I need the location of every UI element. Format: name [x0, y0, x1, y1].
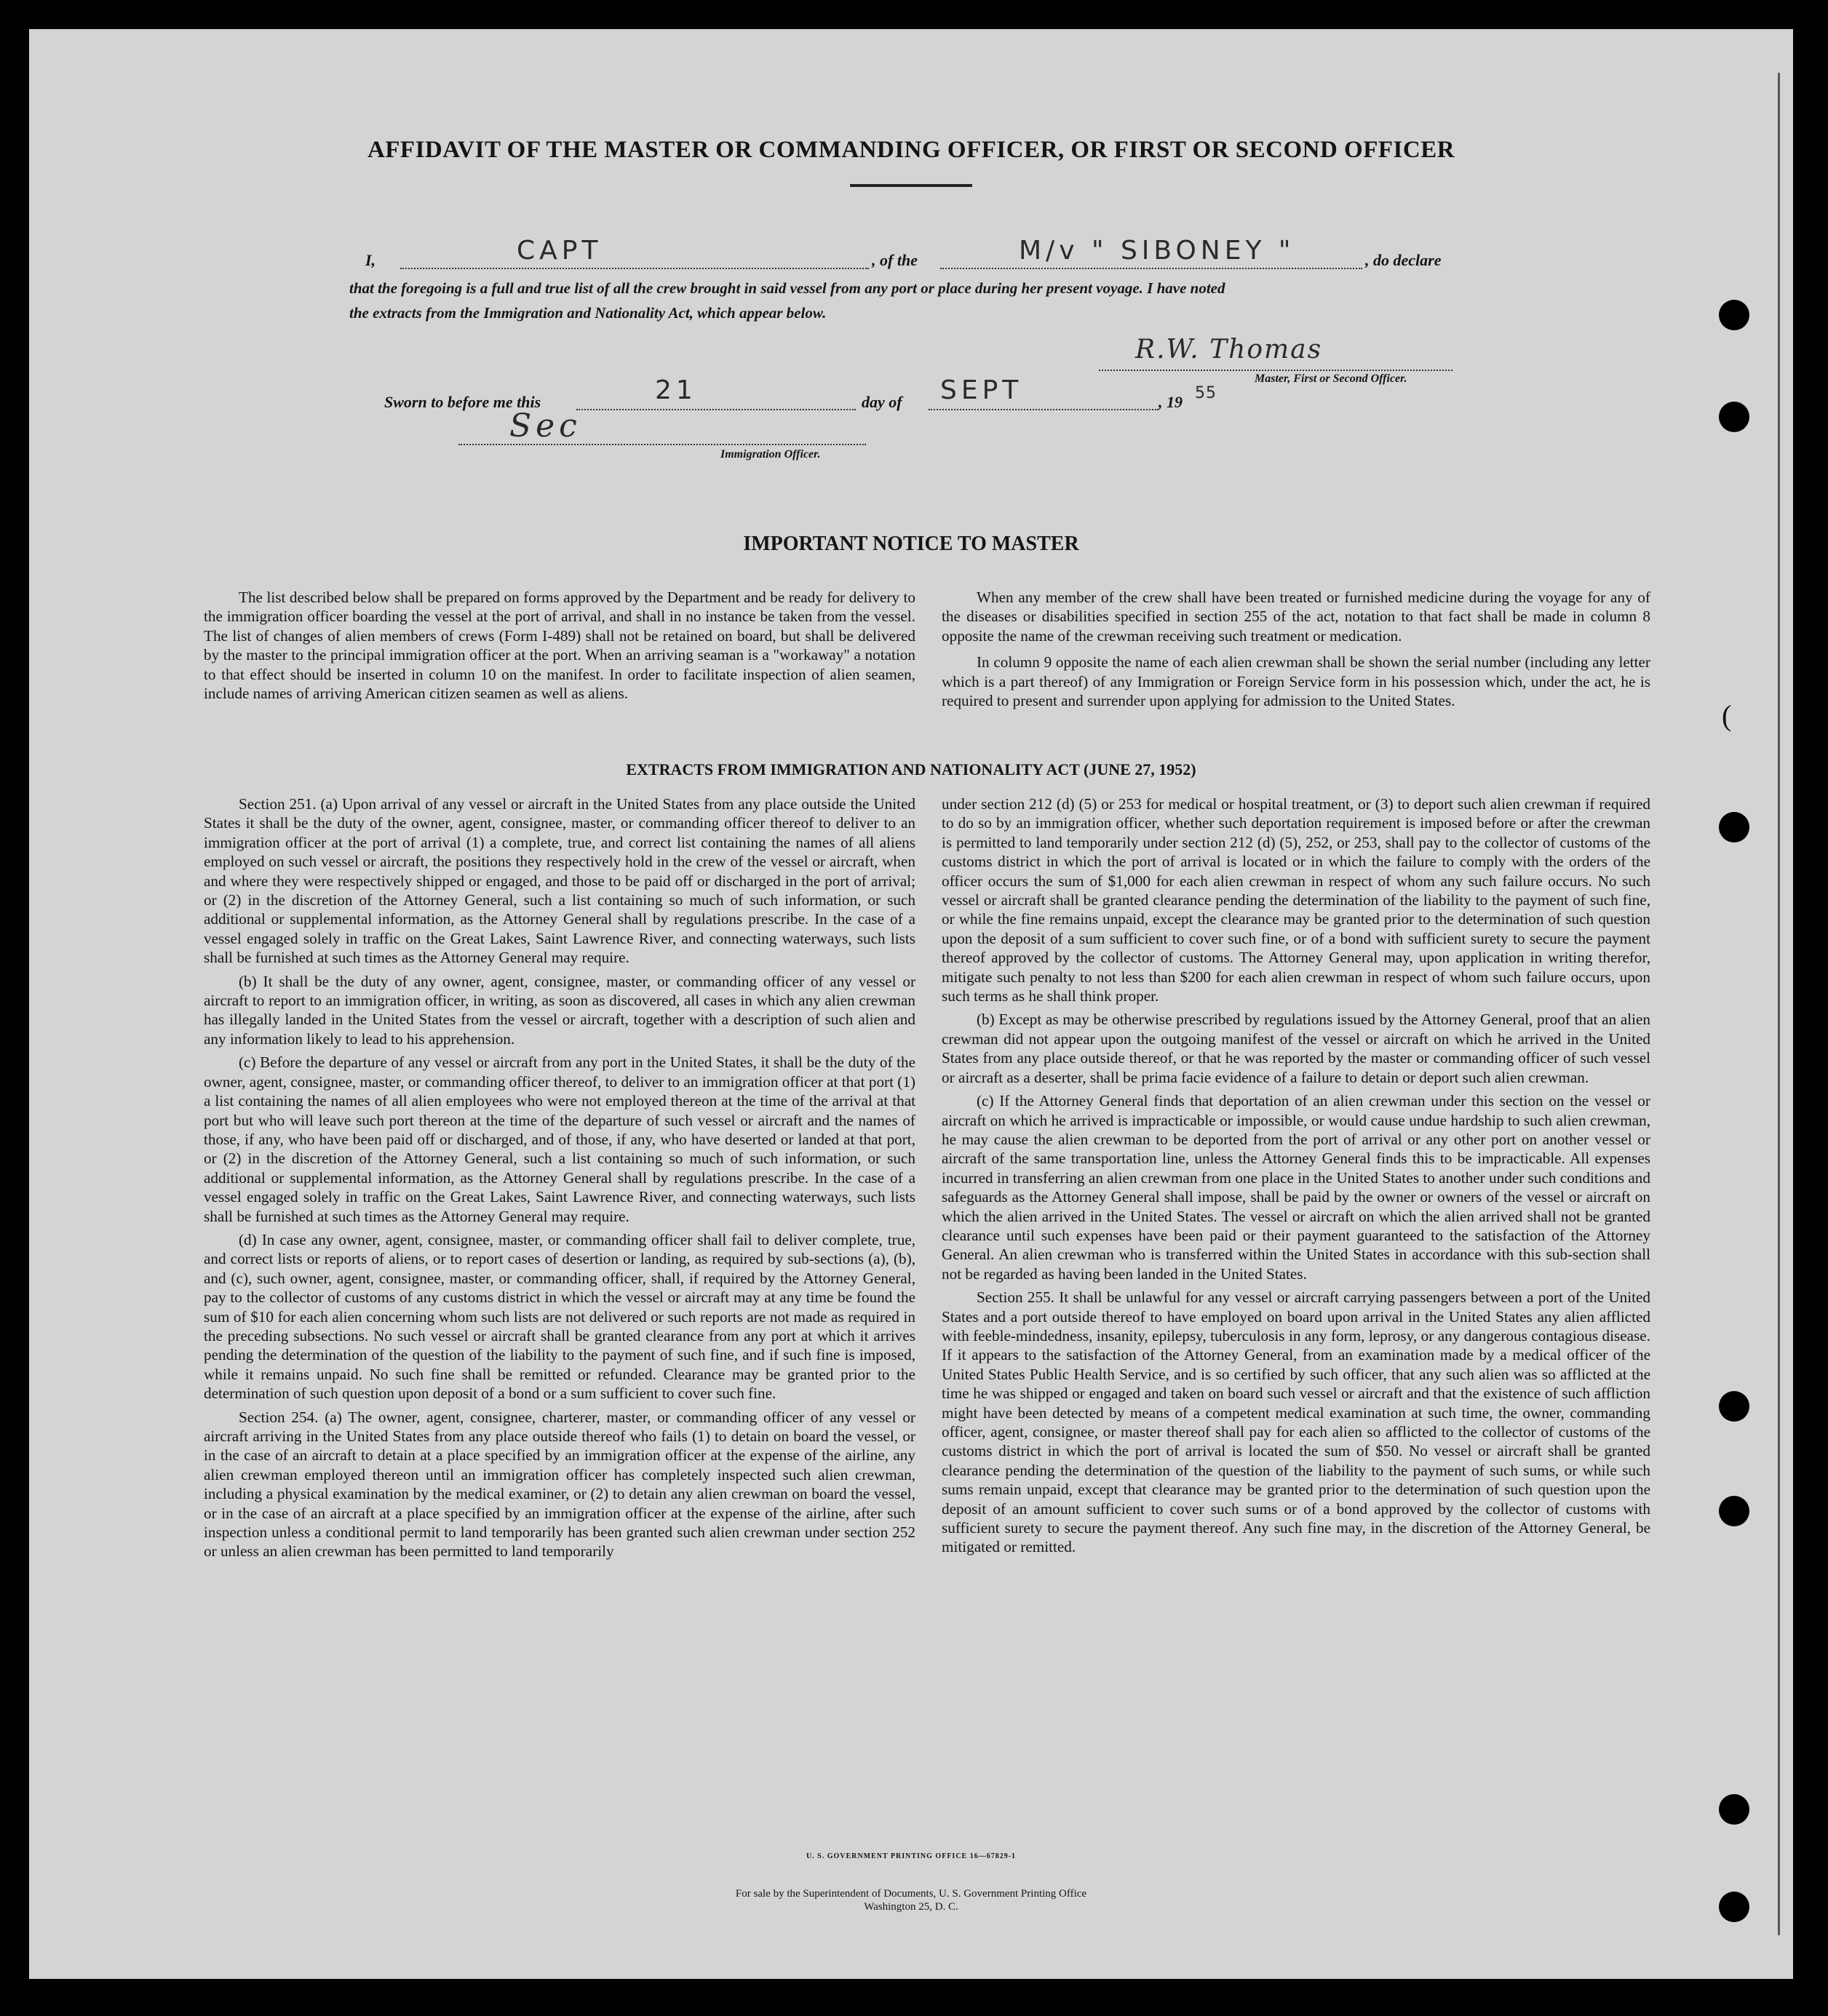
footer-line-2: Washington 25, D. C. [864, 1901, 958, 1913]
extracts-left-column [204, 794, 915, 1566]
section-254-c: (c) If the Attorney General finds that deportation of an alien crewman under this section on the vessel or aircraft on which he arrived is impracticable or impossible, or would cause undue hardship to such alien crewman, he may cause the alien crewman to be deported from the port of arrival or any other port on another vessel or aircraft of the same transportation line, unless the Attorney General finds this to be impracticable. All expenses incurred in transferring an alien crewman from one place in the United States to another under such conditions and safeguards as the Attorney General shall impose, shall be paid by the owner or owners of the vessel or aircraft on which the alien arrived in the United States. The vessel or aircraft on which the alien arrived shall not be granted clearance until such expenses have been paid or their payment guaranteed to the satisfaction of the Attorney General. An alien crewman who is transferred within the United States in accordance with this sub-section shall not be regarded as having been landed in the United States. [942, 1092, 1650, 1283]
month-field[interactable]: SEPT [940, 375, 1023, 405]
notice-right-paragraph-1: When any member of the crew shall have been treated or furnished medicine during the voyage for any of the diseases or disabilities specified in section 255 of the act, notation to that fact shall be made in column 8 opposite the name of the crewman receiving such treatment or medication. [942, 589, 1650, 645]
notice-title: IMPORTANT NOTICE TO MASTER [743, 533, 1079, 555]
section-251-a: Section 251. (a) Upon arrival of any vessel or aircraft in the United States from any place outside the United States it shall be the duty of the owner, agent, consignee, master, or commanding officer thereof to deliver to an immigration officer at the port of arrival (1) a complete, true, and correct list containing the names of all aliens employed on such vessel or aircraft, the positions they respectively hold in the crew of the vessel or aircraft, when and where they were respectively shipped or engaged, and those to be paid off or discharged in the port of arrival; or (2) in the discretion of the Attorney General, such a list containing so much of such information, or such additional or supplemental information, as the Attorney General shall by regulations prescribe. In the case of a vessel engaged solely in traffic on the Great Lakes, Saint Lawrence River, and connecting waterways, such lists shall be furnished at such times as the Attorney General may require. [204, 795, 915, 967]
sworn-label: Sworn to before me this [384, 393, 541, 411]
extracts-right-column [942, 794, 1650, 1561]
vessel-field-line [940, 268, 1362, 269]
footer-line-1: For sale by the Superintendent of Documents, U. S. Government Printing Office [735, 1888, 1087, 1900]
notice-left-paragraph: The list described below shall be prepared on forms approved by the Department and be ready for delivery to the immigration officer boarding the vessel at the port of arrival, and shall in no instance be taken from the vessel. The list of changes of alien members of crews (Form I-489) shall not be retained on board, but shall be delivered by the master to the principal immigration officer at the port. When an arriving seaman is a "workaway" a notation to that effect should be inserted in column 10 on the manifest. In order to facilitate inspection of alien seamen, include names of arriving American citizen seamen as well as aliens. [204, 589, 915, 703]
year-field[interactable]: 55 [1195, 384, 1217, 402]
punch-hole [1719, 812, 1749, 842]
punch-hole [1719, 300, 1749, 330]
extracts-title: EXTRACTS FROM IMMIGRATION AND NATIONALITY ACT (JUNE 27, 1952) [626, 760, 1196, 778]
punch-hole [1719, 1794, 1749, 1825]
year-prefix: , 19 [1159, 393, 1183, 411]
gpo-imprint: U. S. GOVERNMENT PRINTING OFFICE 16—67829-1 [806, 1852, 1017, 1860]
day-field[interactable]: 21 [655, 375, 697, 405]
form-page [29, 29, 1793, 1979]
section-255: Section 255. It shall be unlawful for any vessel or aircraft carrying passengers between a port of the United States and a port outside thereof to have employed on board upon arrival in the United States any alien afflicted with feeble-mindedness, insanity, epilepsy, tuberculosis in any form, leprosy, or any dangerous contagious disease. If it appears to the satisfaction of the Attorney General, from an examination made by a medical officer of the United States Public Health Service, and is so certified by such officer, that any such alien was so afflicted at the time he was shipped or engaged and taken on board such vessel or aircraft and that the existence of such affliction might have been detected by means of a competent medical examination at such time, the owner, commanding officer, agent, consignee, or master thereof shall pay for each alien so afflicted to the collector of customs of the customs district in which the port of arrival is located the sum of $50. No vessel or aircraft shall be granted clearance pending the determination of the question of the liability to the payment of such sums, or while such sums remain unpaid, except that clearance may be granted prior to the determination of such question upon the deposit of an amount sufficient to cover such sums or of a bond approved by the collector of customs with sufficient surety to secure the payment thereof. Any such fine may, in the discretion of the Attorney General, be mitigated or remitted. [942, 1288, 1650, 1556]
declaration-line-3: the extracts from the Immigration and Nationality Act, which appear below. [349, 304, 827, 322]
month-field-line [929, 409, 1159, 410]
of-the-label: , of the [872, 251, 918, 269]
master-signature-line [1099, 370, 1453, 371]
notice-right-paragraph-2: In column 9 opposite the name of each alien crewman shall be shown the serial number (including any letter which is a part thereof) of any Immigration or Foreign Service form in his possession which, under the act, he is required to present and surrender upon applying for admission to the United States. [942, 653, 1650, 710]
do-declare-label: , do declare [1365, 251, 1442, 269]
punch-hole [1719, 402, 1749, 432]
i-label: I, [365, 251, 376, 269]
footer [29, 1887, 1793, 1913]
section-254-a-continued: under section 212 (d) (5) or 253 for medical or hospital treatment, or (3) to deport such alien crewman if required to do so by an immigration officer, whether such deportation requirement is imposed before or after the crewman is permitted to land temporarily under section 212 (d) (5), 252, or 253, shall pay to the collector of customs of the customs district in which the port of arrival is located or in which the failure to comply with the orders of the officer occurs the sum of $1,000 for each alien crewman in respect of whom any such failure occurs. No such vessel or aircraft shall be granted clearance pending the determination of the liability to the payment of such fine, or while the fine remains unpaid, except the clearance may be granted prior to the determination of such question upon the deposit of a sum sufficient to cover such fine, or of a bond with sufficient surety to secure the payment thereof approved by the collector of customs. The Attorney General may, upon application in writing therefor, mitigate such penalty to not less than $200 for each alien crewman in respect of whom such failure occurs, upon such terms as he shall think proper. [942, 795, 1650, 1005]
officer-signature[interactable]: Sec [509, 407, 581, 445]
section-251-b: (b) It shall be the duty of any owner, agent, consignee, master, or commanding officer of any vessel or aircraft to report to an immigration officer, in writing, as soon as discovered, all cases in which any alien crewman has illegally landed in the United States from the vessel or aircraft, together with a description of such alien and any information likely to lead to his apprehension. [204, 972, 915, 1048]
day-field-line [576, 409, 856, 410]
title-rule [850, 184, 972, 187]
section-251-d: (d) In case any owner, agent, consignee, master, or commanding officer shall fail to deliver complete, true, and correct lists or reports of aliens, or to report cases of desertion or landing, as required by sub-sections (a), (b), and (c), such owner, agent, consignee, master, or commanding officer, shall, if required by the Attorney General, pay to the collector of customs of any customs district in which the vessel or aircraft may at any time be found the sum of $10 for each alien concerning whom such lists are not delivered or such reports are not made as required in the preceding subsections. No such vessel or aircraft shall be granted clearance from any port at which it arrives pending the determination of the question of the liability to the payment of such fine, and if such fine is imposed, while it remains unpaid. No such fine shall be remitted or refunded. Clearance may be granted prior to the determination of such question upon deposit of a bond or a sum sufficient to cover such fine. [204, 1230, 915, 1403]
vessel-field[interactable]: M/v " SIBONEY " [1019, 236, 1295, 266]
punch-hole [1719, 1892, 1749, 1922]
affidavit-title: AFFIDAVIT OF THE MASTER OR COMMANDING OFFICER, OR FIRST OR SECOND OFFICER [367, 137, 1455, 163]
punch-hole [1719, 1391, 1749, 1422]
master-signature[interactable]: R.W. Thomas [1135, 335, 1323, 364]
officer-label: Immigration Officer. [720, 448, 821, 461]
declaration-line-2: that the foregoing is a full and true list of all the crew brought in said vessel from any port or place during her present voyage. I have noted [349, 279, 1225, 297]
section-251-c: (c) Before the departure of any vessel or aircraft from any port in the United States, it shall be the duty of the owner, agent, consignee, master, or commanding officer thereof, to deliver to an immigration officer at that port (1) a list containing the names of all alien employees who were not employed thereon at the time of the arrival at that port but who will leave such port thereon at the time of the departure of such vessel or aircraft and the names of those, if any, who have been paid off or discharged, and of those, if any, who have deserted or landed at that port, or (2) in the discretion of the Attorney General, such a list containing so much of such information, or such additional or supplemental information, as the Attorney General shall by regulations prescribe. In the case of a vessel engaged solely in traffic on the Great Lakes, Saint Lawrence River, and connecting waterways, such lists shall be furnished at such times as the Attorney General may require. [204, 1053, 915, 1225]
day-of-label: day of [862, 393, 902, 411]
name-field[interactable]: CAPT [517, 236, 603, 266]
margin-mark: ( [1722, 699, 1732, 732]
notice-left-column [204, 588, 915, 707]
master-label: Master, First or Second Officer. [1255, 372, 1407, 385]
page-edge-line [1778, 73, 1780, 1935]
notice-right-column [942, 588, 1650, 714]
section-254-b: (b) Except as may be otherwise prescribed by regulations issued by the Attorney General, proof that an alien crewman did not appear upon the outgoing manifest of the vessel or aircraft on which he arrived in the United States from any place outside thereof, or that he was reported by the master or commanding officer of such vessel or aircraft as a deserter, shall be prima facie evidence of a failure to detain or deport such alien crewman. [942, 1011, 1650, 1086]
section-254-a: Section 254. (a) The owner, agent, consignee, charterer, master, or commanding officer of any vessel or aircraft arriving in the United States from any place outside thereof who fails (1) to detain on board the vessel, or in the case of an aircraft to detain at a place specified by an immigration officer at the expense of the airline, any alien crewman employed thereon until an immigration officer has completely inspected such alien crewman, including a physical examination by the medical examiner, or (2) to detain any alien crewman on board the vessel, or in the case of an aircraft at a place specified by an immigration officer at the expense of the airline, after such inspection unless a conditional permit to land temporarily has been granted such alien crewman under section 252 or unless an alien crewman has been permitted to land temporarily [204, 1408, 915, 1561]
punch-hole [1719, 1496, 1749, 1526]
name-field-line [400, 268, 869, 269]
